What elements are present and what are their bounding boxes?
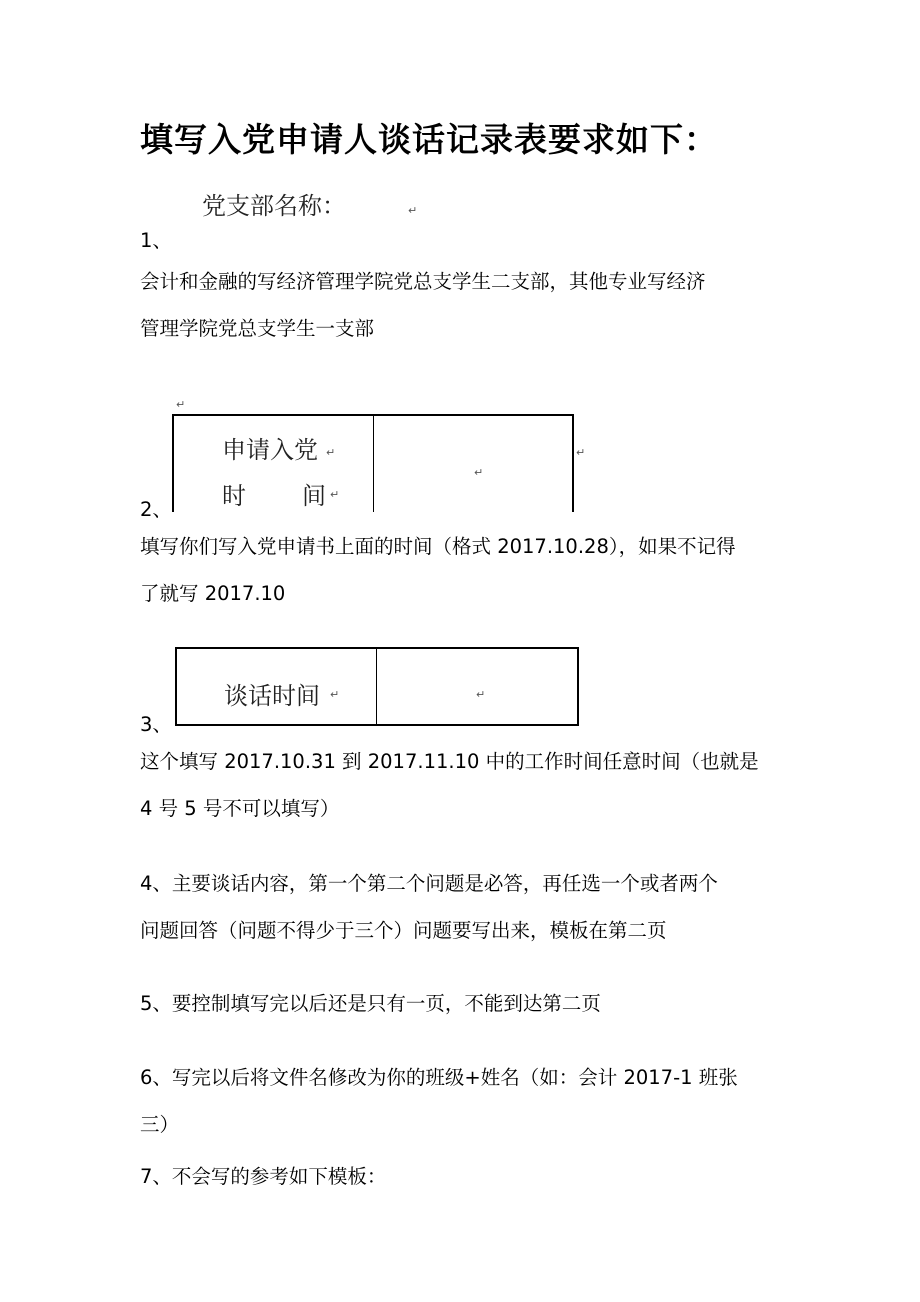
table-left-border <box>172 414 174 512</box>
item-5-line-1: 5、要控制填写完以后还是只有一页，不能到达第二页 <box>140 992 601 1015</box>
return-mark: ↵ <box>176 398 186 411</box>
return-mark: ↵ <box>330 488 340 501</box>
return-mark: ↵ <box>576 446 586 459</box>
table-divider <box>376 647 377 726</box>
item-1-number: 1、 <box>140 229 172 252</box>
return-mark: ↵ <box>474 466 484 479</box>
item-2-number: 2、 <box>140 498 172 521</box>
item-1-line-1: 会计和金融的写经济管理学院党总支学生二支部，其他专业写经济 <box>140 270 706 293</box>
item-2-line-1: 填写你们写入党申请书上面的时间（格式 2017.10.28），如果不记得 <box>140 535 736 558</box>
return-mark: ↵ <box>476 688 486 701</box>
table-divider <box>373 414 374 512</box>
item-3-line-1: 这个填写 2017.10.31 到 2017.11.10 中的工作时间任意时间（也就是 <box>140 750 759 773</box>
table-right-border <box>572 414 574 512</box>
item-3-line-2: 4 号 5 号不可以填写） <box>140 797 340 820</box>
item-6-line-2: 三） <box>140 1113 180 1136</box>
talk-time-cell-label: 谈话时间 <box>224 682 320 710</box>
page-title: 填写入党申请人谈话记录表要求如下： <box>140 120 718 159</box>
apply-time-cell-line-2b: 间 <box>302 482 326 510</box>
item-4-line-1: 4、主要谈话内容，第一个第二个问题是必答，再任选一个或者两个 <box>140 872 718 895</box>
return-mark: ↵ <box>330 688 340 701</box>
table-right-border <box>577 647 579 726</box>
apply-time-cell-line-2a: 时 <box>222 482 246 510</box>
table-bottom-border <box>175 724 579 726</box>
apply-time-cell-line-1: 申请入党 <box>222 436 318 464</box>
item-6-line-1: 6、写完以后将文件名修改为你的班级+姓名（如：会计 2017-1 班张 <box>140 1066 738 1089</box>
return-mark: ↵ <box>408 204 418 217</box>
table-top-border <box>175 647 579 649</box>
item-2-line-2: 了就写 2017.10 <box>140 582 286 605</box>
table-left-border <box>175 647 177 726</box>
item-4-line-2: 问题回答（问题不得少于三个）问题要写出来，模板在第二页 <box>140 919 667 942</box>
item-3-number: 3、 <box>140 713 172 736</box>
return-mark: ↵ <box>326 446 336 459</box>
item-7-line-1: 7、不会写的参考如下模板： <box>140 1165 387 1188</box>
item-1-line-2: 管理学院党总支学生一支部 <box>140 317 375 340</box>
branch-name-label-image: 党支部名称： <box>202 192 346 220</box>
